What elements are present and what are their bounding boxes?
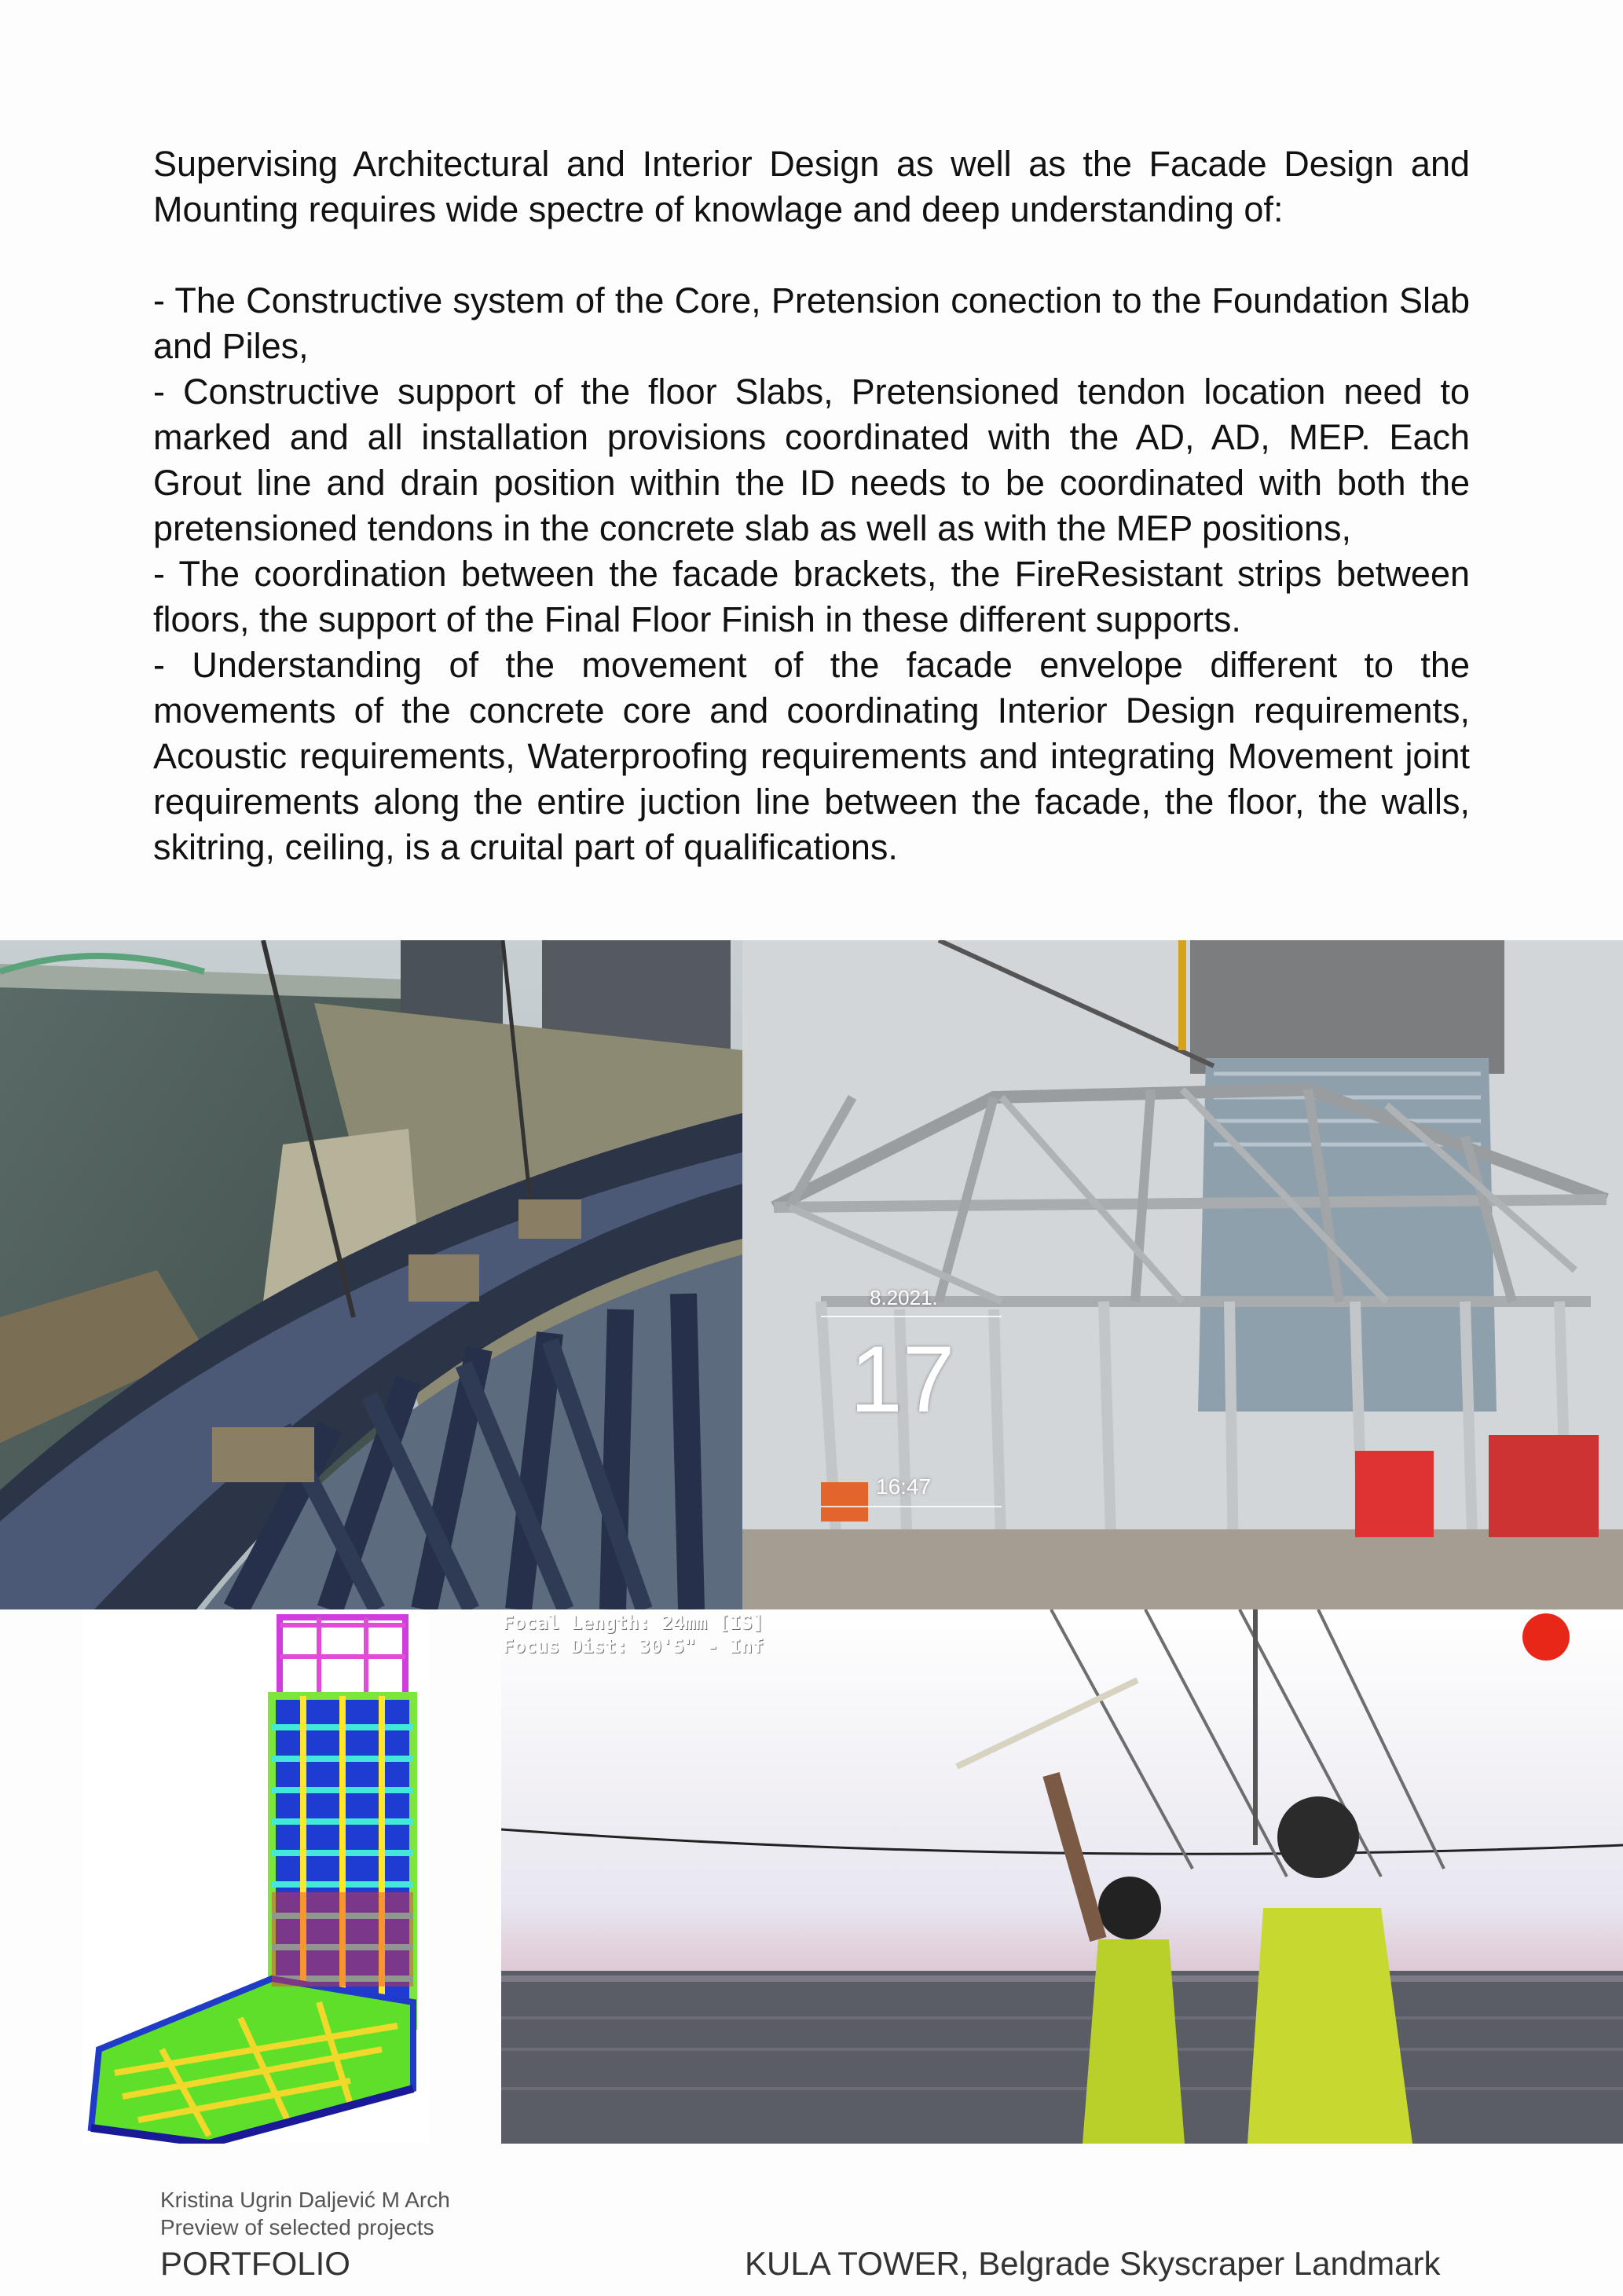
camera-focus-distance: Focus Dist: 30'5" - Inf [503, 1635, 764, 1657]
date-overlay-line-top [821, 1316, 1002, 1317]
photo-engineers-on-site [501, 1609, 1623, 2144]
date-overlay-day: 17 [850, 1327, 955, 1432]
bullet-floor-slabs: - Constructive support of the floor Slabs, Pretensioned tendon location need to marked and all installation provisions coordinated with the AD, AD, MEP. Each Grout line and drain position within the ID needs to be coordinated with both the pretensioned tendons in the concrete slab as well as with the MEP positions, [153, 372, 1470, 548]
structural-analysis-model-render [83, 1609, 429, 2144]
camera-focal-length: Focal Length: 24mm [IS] [503, 1612, 764, 1634]
photo-steel-crown-structure [742, 940, 1623, 1609]
photo-crown-ring-river [0, 940, 742, 1609]
footer-project-desc: , Belgrade Skyscraper Landmark [959, 2245, 1441, 2282]
date-overlay-line-bottom [821, 1506, 1002, 1507]
date-overlay-time: 16:47 [876, 1474, 932, 1499]
footer-project-title [745, 2245, 1441, 2283]
footer-author: Kristina Ugrin Daljević M Arch [160, 2188, 450, 2212]
footer-project-name: KULA TOWER [745, 2245, 960, 2282]
bullet-facade-brackets: - The coordination between the facade brackets, the FireResistant strips between floors, the support of the Final Floor Finish in these different supports. [153, 554, 1470, 639]
paragraph-gap [153, 233, 1470, 278]
footer-portfolio: PORTFOLIO [160, 2245, 350, 2282]
date-overlay-month: 8.2021. [870, 1286, 938, 1309]
bullet-movement: - Understanding of the movement of the facade envelope different to the movements of the concrete core and coordinating Interior Design requirements, Acoustic requirements, Waterproofing requirements and integrating Movement joint requirements along the entire juction line between the facade, the floor, the walls, skitring, ceiling, is a cruital part of qualifications. [153, 645, 1470, 867]
bullet-core: - The Constructive system of the Core, Pretension conection to the Foundation Slab and Piles, [153, 280, 1470, 366]
intro-paragraph: Supervising Architectural and Interior Design as well as the Facade Design and Mounting requires wide spectre of knowlage and deep understanding of: [153, 144, 1470, 229]
body-text [153, 141, 1470, 870]
footer-subtitle: Preview of selected projects [160, 2215, 434, 2239]
